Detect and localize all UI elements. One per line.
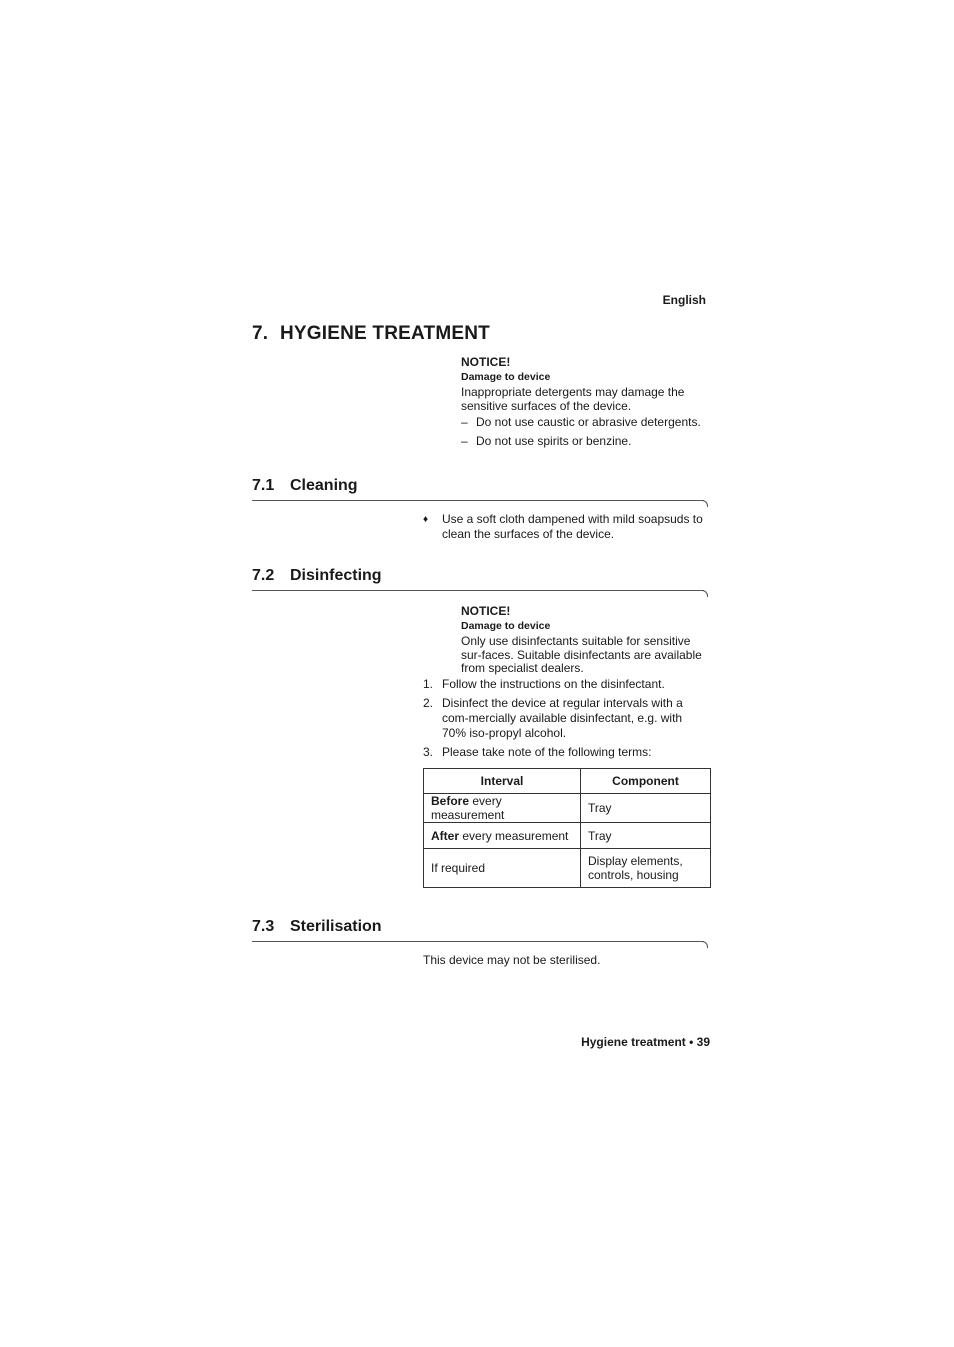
notice-item-text: Do not use spirits or benzine. xyxy=(476,433,632,448)
notice-item-text: Do not use caustic or abrasive detergents. xyxy=(476,415,701,429)
notice-item xyxy=(461,416,707,430)
step-item xyxy=(423,696,709,741)
section-title: Cleaning xyxy=(290,477,358,494)
section-number: 7.2 xyxy=(252,567,275,584)
section-heading-disinfecting xyxy=(252,567,382,585)
step-text: Follow the instructions on the disinfectant. xyxy=(442,677,665,691)
step-number: 2. xyxy=(423,696,434,710)
table-row xyxy=(424,849,711,888)
notice-text: Only use disinfectants suitable for sensitive sur-faces. Suitable disinfectants are available from specialist dealers. xyxy=(461,634,702,675)
section-rule xyxy=(252,500,704,501)
notice-title: NOTICE! xyxy=(461,604,511,618)
section-heading-cleaning xyxy=(252,477,358,495)
section-rule xyxy=(252,590,704,591)
notice-text: Inappropriate detergents may damage the sensitive surfaces of the device. xyxy=(461,385,685,413)
step-item xyxy=(423,677,709,692)
component-cell: Display elements, controls, housing xyxy=(581,849,711,888)
chapter-number: 7. xyxy=(252,323,269,344)
section-title: Sterilisation xyxy=(290,918,382,935)
section-number: 7.1 xyxy=(252,477,275,494)
dash-marker: – xyxy=(461,415,468,429)
section-heading-sterilisation xyxy=(252,918,382,936)
component-cell: Tray xyxy=(581,823,711,849)
interval-cell xyxy=(424,794,581,823)
table-row xyxy=(424,794,711,823)
interval-bold: Before xyxy=(431,794,470,808)
component-cell: Tray xyxy=(581,794,711,823)
diamond-bullet-icon: ♦ xyxy=(423,514,429,525)
column-header-component: Component xyxy=(581,769,711,794)
cleaning-text: Use a soft cloth dampened with mild soapsuds to clean the surfaces of the device. xyxy=(442,512,703,541)
interval-cell xyxy=(424,849,581,888)
notice-box-disinfectants xyxy=(461,605,707,676)
step-text: Disinfect the device at regular intervals with a com-mercially available disinfectant, e.g. with 70% iso-propyl alcohol. xyxy=(442,696,683,740)
interval-rest: every measurement xyxy=(431,794,505,822)
chapter-heading: HYGIENE TREATMENT xyxy=(280,323,490,344)
step-text: Please take note of the following terms: xyxy=(442,745,652,759)
disinfecting-steps xyxy=(423,677,709,764)
interval-rest: every measurement xyxy=(459,828,569,843)
notice-box-detergents xyxy=(461,356,707,448)
table-row xyxy=(424,823,711,849)
sterilisation-text: This device may not be sterilised. xyxy=(423,953,601,967)
step-item xyxy=(423,745,709,760)
interval-cell xyxy=(424,823,581,849)
page-footer: Hygiene treatment • 39 xyxy=(581,1035,710,1049)
dash-marker: – xyxy=(461,433,468,448)
notice-title: NOTICE! xyxy=(461,355,511,369)
table-header-row xyxy=(424,769,711,794)
disinfection-terms-table xyxy=(423,768,711,888)
notice-subtitle: Damage to device xyxy=(461,619,551,632)
notice-item xyxy=(461,435,707,449)
section-rule xyxy=(252,941,704,942)
column-header-interval: Interval xyxy=(424,769,581,794)
cleaning-instruction xyxy=(423,512,708,542)
section-title: Disinfecting xyxy=(290,567,382,584)
notice-subtitle: Damage to device xyxy=(461,370,551,383)
language-label: English xyxy=(662,293,706,307)
chapter-title xyxy=(252,323,490,345)
interval-bold: After xyxy=(431,828,460,843)
step-number: 1. xyxy=(423,677,434,691)
step-number: 3. xyxy=(423,745,434,759)
interval-rest: If required xyxy=(431,861,486,875)
section-number: 7.3 xyxy=(252,918,275,935)
